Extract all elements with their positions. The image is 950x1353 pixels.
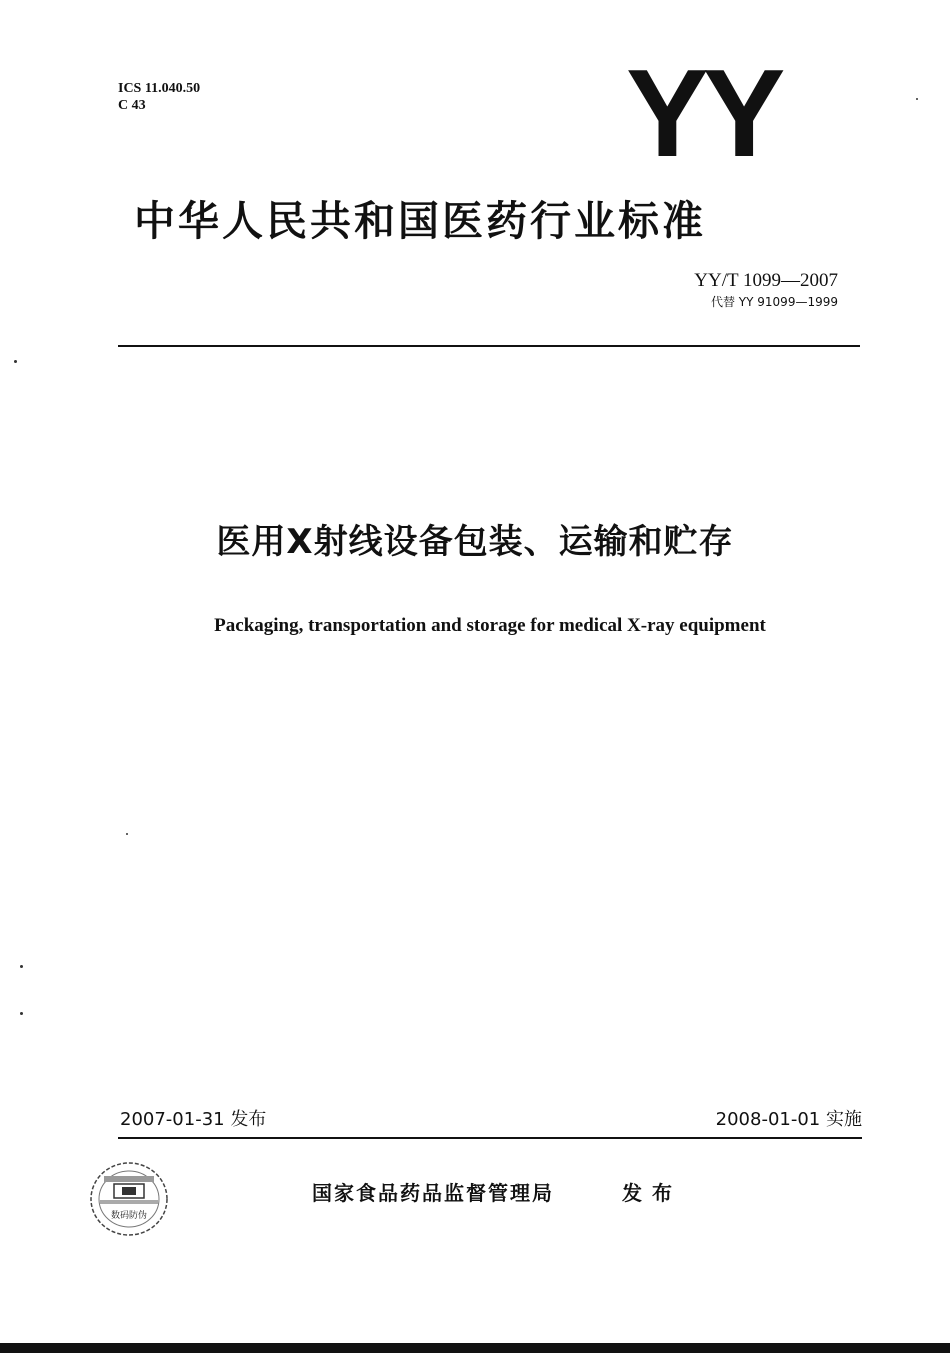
yy-logo: YY: [626, 45, 780, 183]
ccs-code: C 43: [118, 98, 146, 113]
scan-speck: [126, 833, 128, 835]
anti-counterfeit-seal-icon: [88, 1160, 170, 1238]
document-title-cn: 医用X射线设备包装、运输和贮存: [216, 522, 734, 562]
ics-code: ICS 11.040.50: [118, 81, 201, 96]
scan-speck: [14, 360, 17, 363]
replaces-standard: 代替 YY 91099—1999: [710, 295, 838, 309]
scan-speck: [916, 98, 918, 100]
seal-text: 数码防伪: [110, 1211, 148, 1221]
bottom-divider: [118, 1137, 862, 1139]
page-bottom-edge: [0, 1343, 950, 1353]
document-title-en: Packaging, transportation and storage for medical X-ray equipment: [214, 615, 766, 636]
top-divider: [118, 345, 860, 347]
issue-date: 2007-01-31 发布: [120, 1109, 267, 1130]
standard-category-title: 中华人民共和国医药行业标准: [134, 197, 706, 245]
scan-speck: [20, 965, 23, 968]
scan-speck: [20, 1012, 23, 1015]
standard-number: YY/T 1099—2007: [694, 270, 838, 291]
implementation-date: 2008-01-01 实施: [715, 1109, 862, 1130]
issuer-verb: 发布: [622, 1181, 682, 1205]
classification-codes: [118, 80, 200, 114]
issuing-authority: 国家食品药品监督管理局: [312, 1181, 554, 1205]
